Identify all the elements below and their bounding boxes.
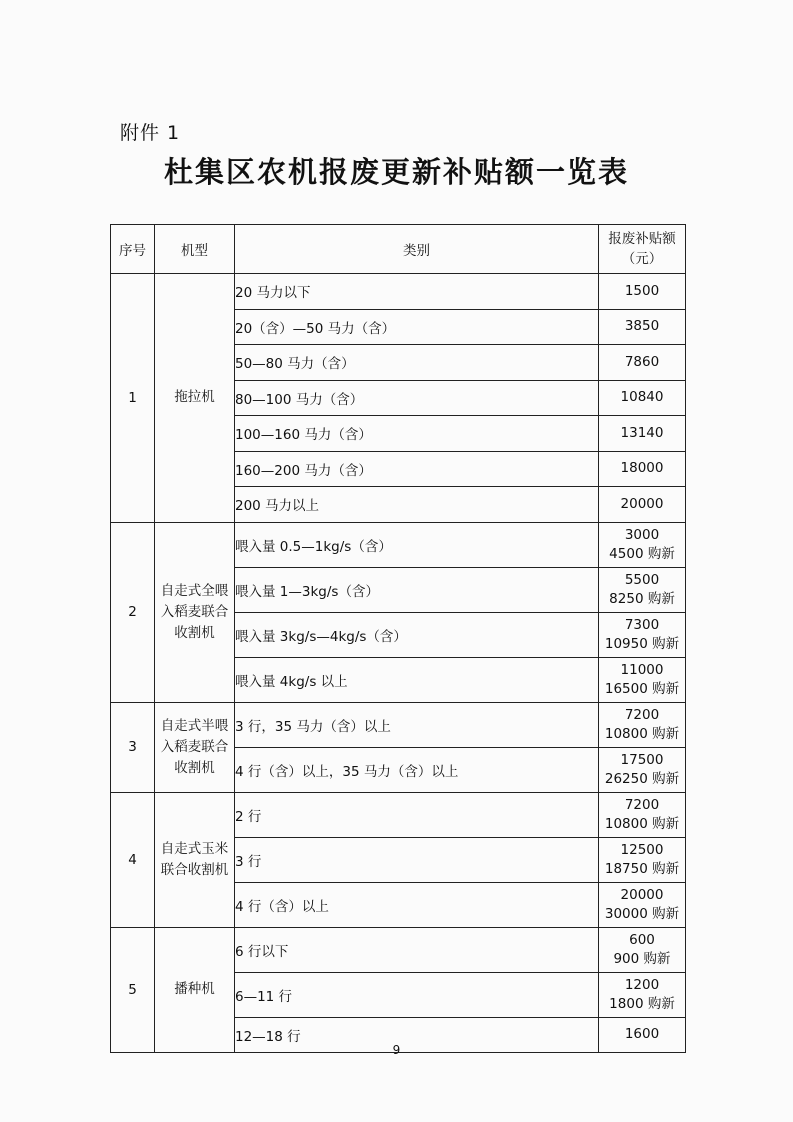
amount-new: 900 购新 [613,950,671,967]
table-header-row [111,225,686,274]
column-header-machine: 机型 [155,225,235,274]
amount-cell [599,567,686,612]
category-cell: 喂入量 0.5—1kg/s（含） [235,522,599,567]
amount-cell: 10840 [599,380,686,416]
amount-new: 4500 购新 [609,545,675,562]
amount-scrap: 1200 [624,976,660,993]
amount-scrap: 5500 [624,571,660,588]
attachment-label: 附件 1 [120,122,181,144]
amount-new: 30000 购新 [604,905,680,922]
category-cell: 4 行（含）以上 [235,882,599,927]
amount-new: 1800 购新 [609,995,675,1012]
machine-type: 自走式半喂入稻麦联合收割机 [155,702,235,792]
amount-scrap: 12500 [620,841,664,858]
category-cell: 20 马力以下 [235,274,599,310]
amount-scrap: 20000 [620,886,664,903]
category-cell: 喂入量 1—3kg/s（含） [235,567,599,612]
amount-scrap: 3000 [624,526,660,543]
machine-type: 拖拉机 [155,274,235,523]
category-cell: 喂入量 3kg/s—4kg/s（含） [235,612,599,657]
document-title: 杜集区农机报废更新补贴额一览表 [163,155,629,189]
row-number: 4 [111,792,155,927]
machine-type: 自走式玉米联合收割机 [155,792,235,927]
category-cell: 20（含）—50 马力（含） [235,309,599,345]
table-row [111,522,686,567]
amount-new: 10950 购新 [604,635,680,652]
page-number: 9 [392,1043,401,1057]
amount-cell: 18000 [599,451,686,487]
machine-type: 播种机 [155,927,235,1053]
row-number: 2 [111,522,155,702]
table-row [111,702,686,747]
amount-new: 10800 购新 [604,815,680,832]
amount-scrap: 11000 [620,661,664,678]
category-cell: 50—80 马力（含） [235,345,599,381]
amount-cell [599,612,686,657]
column-header-no: 序号 [111,225,155,274]
column-header-category: 类别 [235,225,599,274]
amount-cell [599,837,686,882]
category-cell: 12—18 行 [235,1017,599,1053]
category-cell: 80—100 马力（含） [235,380,599,416]
column-header-amount [599,225,686,274]
column-header-amount-line2: （元） [621,251,663,267]
table-row [111,274,686,310]
amount-cell [599,972,686,1017]
amount-new: 10800 购新 [604,725,680,742]
amount-cell: 1500 [599,274,686,310]
amount-cell [599,657,686,702]
category-cell: 160—200 马力（含） [235,451,599,487]
amount-cell [599,747,686,792]
amount-scrap: 7200 [624,706,660,723]
amount-cell [599,792,686,837]
amount-new: 26250 购新 [604,770,680,787]
category-cell: 200 马力以上 [235,487,599,523]
amount-scrap: 600 [629,931,655,948]
category-cell: 100—160 马力（含） [235,416,599,452]
amount-scrap: 7300 [624,616,660,633]
category-cell: 4 行（含）以上，35 马力（含）以上 [235,747,599,792]
row-number: 3 [111,702,155,792]
row-number: 5 [111,927,155,1053]
category-cell: 6—11 行 [235,972,599,1017]
amount-cell: 13140 [599,416,686,452]
amount-cell [599,927,686,972]
amount-scrap: 7200 [624,796,660,813]
amount-new: 8250 购新 [609,590,675,607]
amount-cell: 20000 [599,487,686,523]
category-cell: 3 行，35 马力（含）以上 [235,702,599,747]
amount-cell [599,882,686,927]
amount-cell: 1600 [599,1017,686,1053]
category-cell: 2 行 [235,792,599,837]
row-number: 1 [111,274,155,523]
amount-cell [599,702,686,747]
table-row [111,927,686,972]
machine-type: 自走式全喂入稻麦联合收割机 [155,522,235,702]
amount-cell: 3850 [599,309,686,345]
category-cell: 6 行以下 [235,927,599,972]
column-header-amount-line1: 报废补贴额 [608,231,676,247]
amount-new: 18750 购新 [604,860,680,877]
amount-cell [599,522,686,567]
amount-scrap: 17500 [620,751,664,768]
table-row [111,792,686,837]
category-cell: 3 行 [235,837,599,882]
category-cell: 喂入量 4kg/s 以上 [235,657,599,702]
amount-new: 16500 购新 [604,680,680,697]
subsidy-table [110,224,686,1053]
amount-cell: 7860 [599,345,686,381]
